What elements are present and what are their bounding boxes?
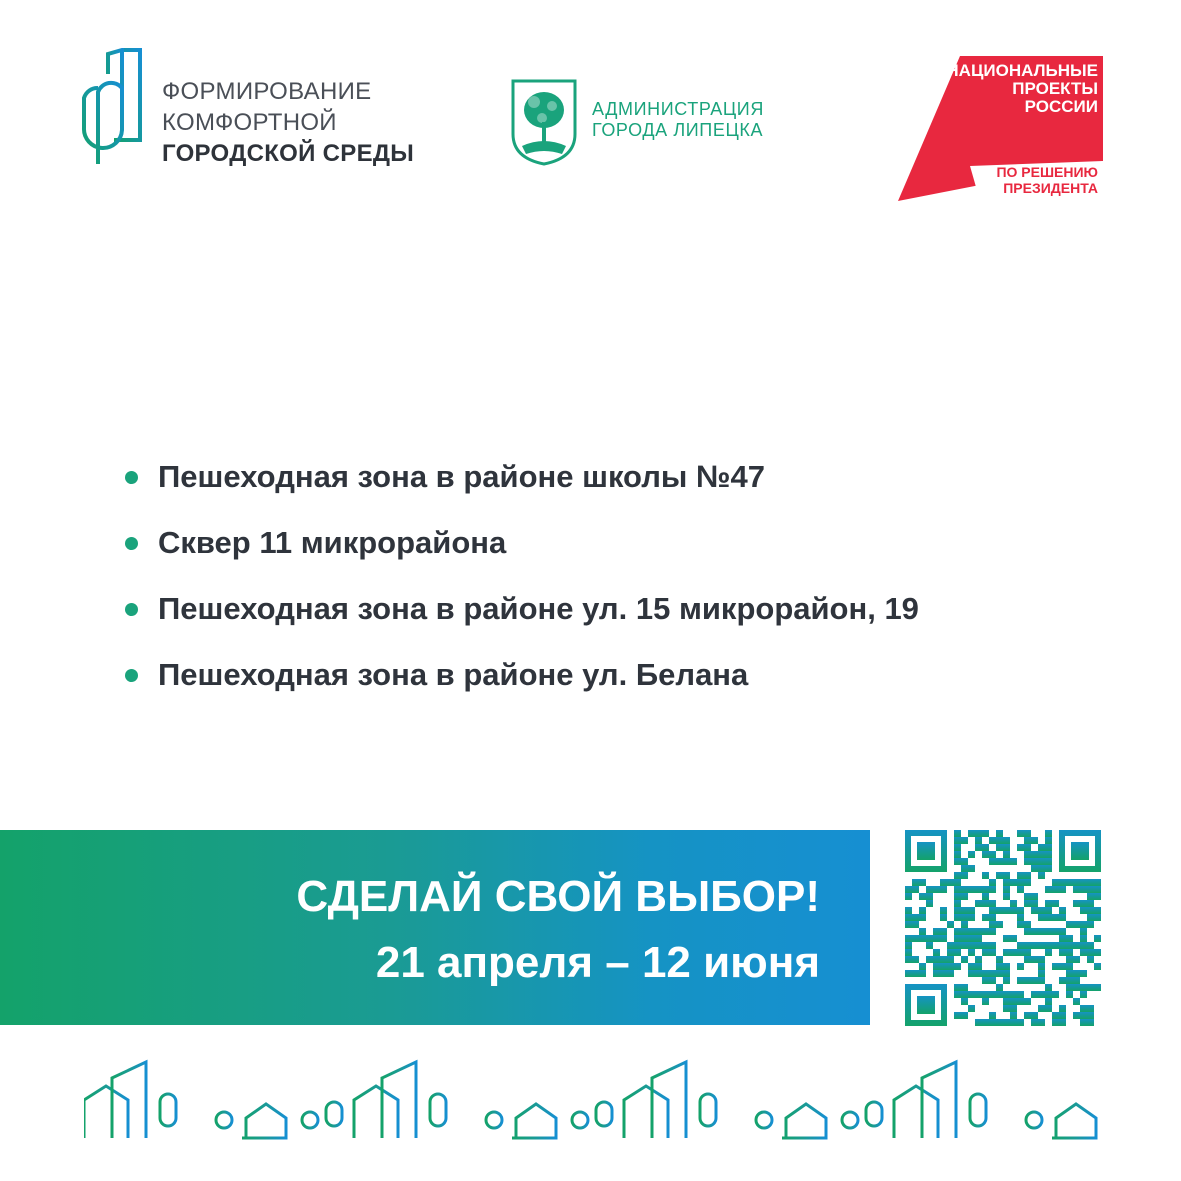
project-item-label: Пешеходная зона в районе школы №47 <box>158 459 766 494</box>
fkgs-mark-icon <box>78 48 150 166</box>
lipetsk-coat-of-arms-icon <box>510 78 578 166</box>
project-item <box>125 648 1125 714</box>
banner-title: СДЕЛАЙ СВОЙ ВЫБОР! <box>296 872 820 921</box>
project-item-label: Пешеходная зона в районе ул. Белана <box>158 657 749 692</box>
fkgs-logo-text <box>162 76 414 169</box>
admin-logo <box>510 78 800 168</box>
fkgs-line-2: КОМФОРТНОЙ <box>162 109 337 136</box>
national-projects-title <box>946 62 1098 116</box>
np-line-2: ПРОЕКТЫ <box>1012 79 1098 98</box>
np-sub-line-2: ПРЕЗИДЕНТА <box>1003 180 1098 196</box>
national-projects-logo <box>898 56 1108 201</box>
fkgs-line-3: ГОРОДСКОЙ СРЕДЫ <box>162 140 415 167</box>
np-line-3: РОССИИ <box>1024 97 1098 116</box>
fkgs-line-1: ФОРМИРОВАНИЕ <box>162 78 372 105</box>
bullet-icon <box>125 603 138 616</box>
project-item <box>125 516 1125 582</box>
bullet-icon <box>125 537 138 550</box>
banner-dates: 21 апреля – 12 июня <box>375 938 820 987</box>
fkgs-logo <box>78 48 423 168</box>
bullet-icon <box>125 669 138 682</box>
vote-banner <box>0 830 870 1025</box>
project-item-label: Пешеходная зона в районе ул. 15 микрорайон, 19 <box>158 591 919 626</box>
project-item <box>125 582 1125 648</box>
admin-line-2: ГОРОДА ЛИПЕЦКА <box>592 120 764 140</box>
np-line-1: НАЦИОНАЛЬНЫЕ <box>946 61 1098 80</box>
project-item <box>125 450 1125 516</box>
admin-logo-text <box>592 99 764 141</box>
national-projects-subtitle <box>996 164 1098 196</box>
np-sub-line-1: ПО РЕШЕНИЮ <box>996 164 1098 180</box>
project-item-label: Сквер 11 микрорайона <box>158 525 507 560</box>
qr-code-icon[interactable] <box>905 830 1101 1026</box>
admin-line-1: АДМИНИСТРАЦИЯ <box>592 99 764 119</box>
project-list <box>125 450 1125 714</box>
city-skyline-decoration <box>84 1058 1104 1140</box>
bullet-icon <box>125 471 138 484</box>
